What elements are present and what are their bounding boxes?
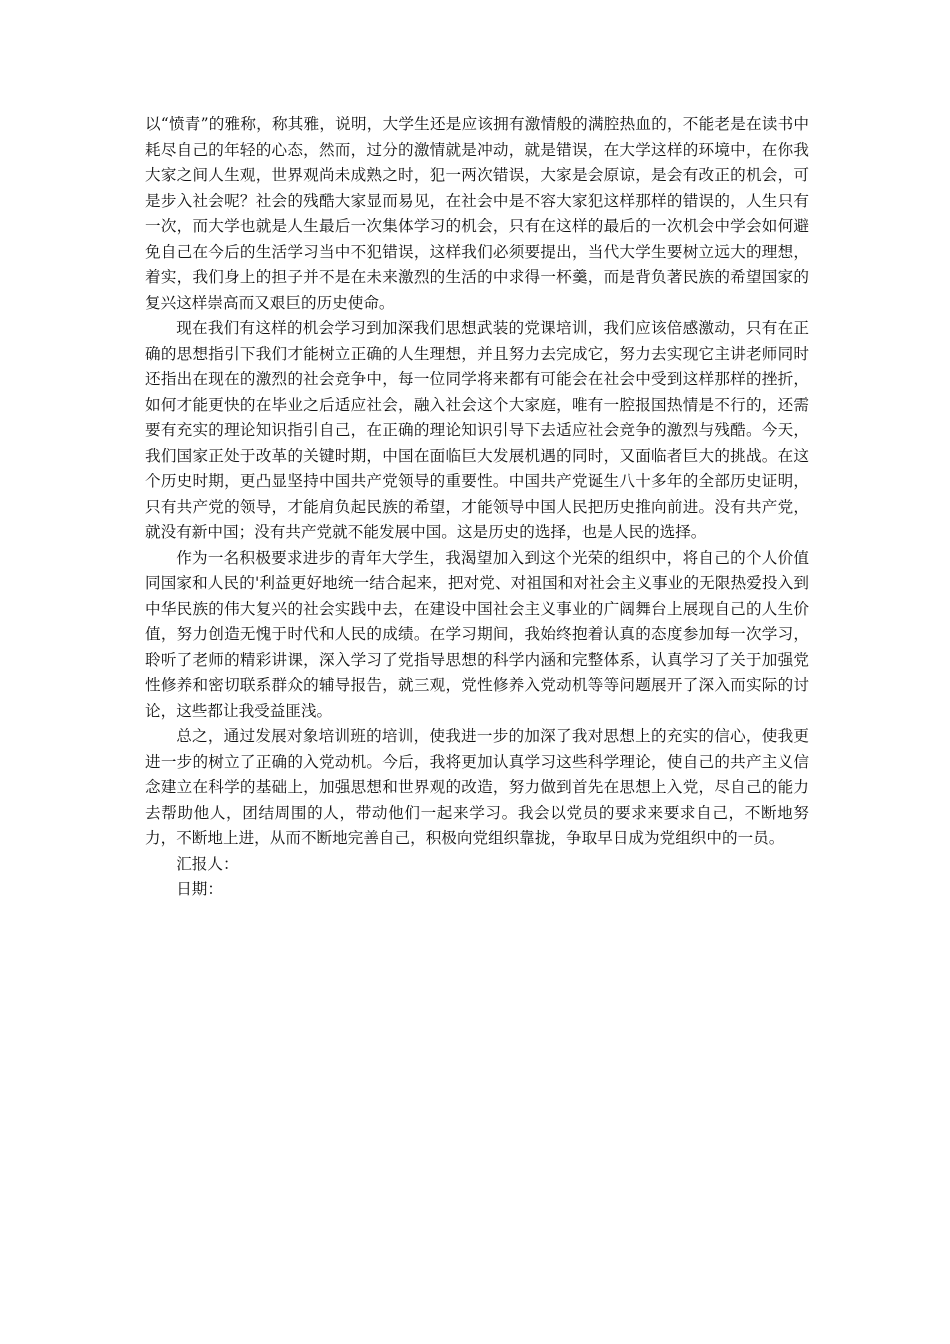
reporter-label: 汇报人： <box>176 854 239 873</box>
date-label: 日期： <box>176 880 223 898</box>
paragraph-conclusion: 总之，通过发展对象培训班的培训，使我进一步的加深了我对思想上的充实的信心，使我更进一步的树立了正确的入党动机。今后，我将更加认真学习这些科学理论，使自己的共产主义信念建立在科学的基础上，加强思想和世界观的改造，努力做到首先在思想上入党，尽自己的能力去帮助他人，团结周围的人，带动他们一起来学习。我会以党员的要求来要求自己，不断地努力，不断地上进，从而不断地完善自己，积极向党组织靠拢，争取早日成为党组织中的一员。 <box>145 727 809 847</box>
paragraph-aspiration: 作为一名积极要求进步的青年大学生，我渴望加入到这个光荣的组织中，将自己的个人价值同国家和人民的'利益更好地统一结合起来，把对党、对祖国和对社会主义事业的无限热爱投入到中华民族的伟大复兴的社会实践中去，在建设中国社会主义事业的广阔舞台上展现自己的人生价值，努力创造无愧于时代和人民的成绩。在学习期间，我始终抱着认真的态度参加每一次学习，聆听了老师的精彩讲课，深入学习了党指导思想的科学内涵和完整体系，认真学习了关于加强党性修养和密切联系群众的辅导报告，就三观，党性修养入党动机等等问题展开了深入而实际的讨论，这些都让我受益匪浅。 <box>145 548 809 720</box>
paragraph-continuation: 以“愤青”的雅称，称其雅，说明，大学生还是应该拥有激情般的满腔热血的，不能老是在读书中耗尽自己的年轻的心态，然而，过分的激情就是冲动，就是错误，在大学这样的环境中，在你我大家之间人生观，世界观尚未成熟之时，犯一两次错误，大家是会原谅，是会有改正的机会，可是步入社会呢？社会的残酷大家显而易见，在社会中是不容大家犯这样那样的错误的，人生只有一次，而大学也就是人生最后一次集体学习的机会，只有在这样的最后的一次机会中学会如何避免自己在今后的生活学习当中不犯错误，这样我们必须要提出，当代大学生要树立远大的理想，着实，我们身上的担子并不是在未来激烈的生活的中求得一杯羹，而是背负著民族的希望国家的复兴这样崇高而又艰巨的历史使命。 <box>145 115 809 312</box>
document-body <box>145 112 809 903</box>
paragraph-party-course: 现在我们有这样的机会学习到加深我们思想武装的党课培训，我们应该倍感激动，只有在正确的思想指引下我们才能树立正确的人生理想，并且努力去完成它，努力去实现它主讲老师同时还指出在现在的激烈的社会竞争中，每一位同学将来都有可能会在社会中受到这样那样的挫折，如何才能更快的在毕业之后适应社会，融入社会这个大家庭，唯有一腔报国热情是不行的，还需要有充实的理论知识指引自己，在正确的理论知识引导下去适应社会竞争的激烈与残酷。今天，我们国家正处于改革的关键时期，中国在面临巨大发展机遇的同时，又面临者巨大的挑战。在这个历史时期，更凸显坚持中国共产党领导的重要性。中国共产党诞生八十多年的全部历史证明，只有共产党的领导，才能肩负起民族的希望，才能领导中国人民把历史推向前进。没有共产党，就没有新中国；没有共产党就不能发展中国。这是历史的选择，也是人民的选择。 <box>145 319 809 541</box>
